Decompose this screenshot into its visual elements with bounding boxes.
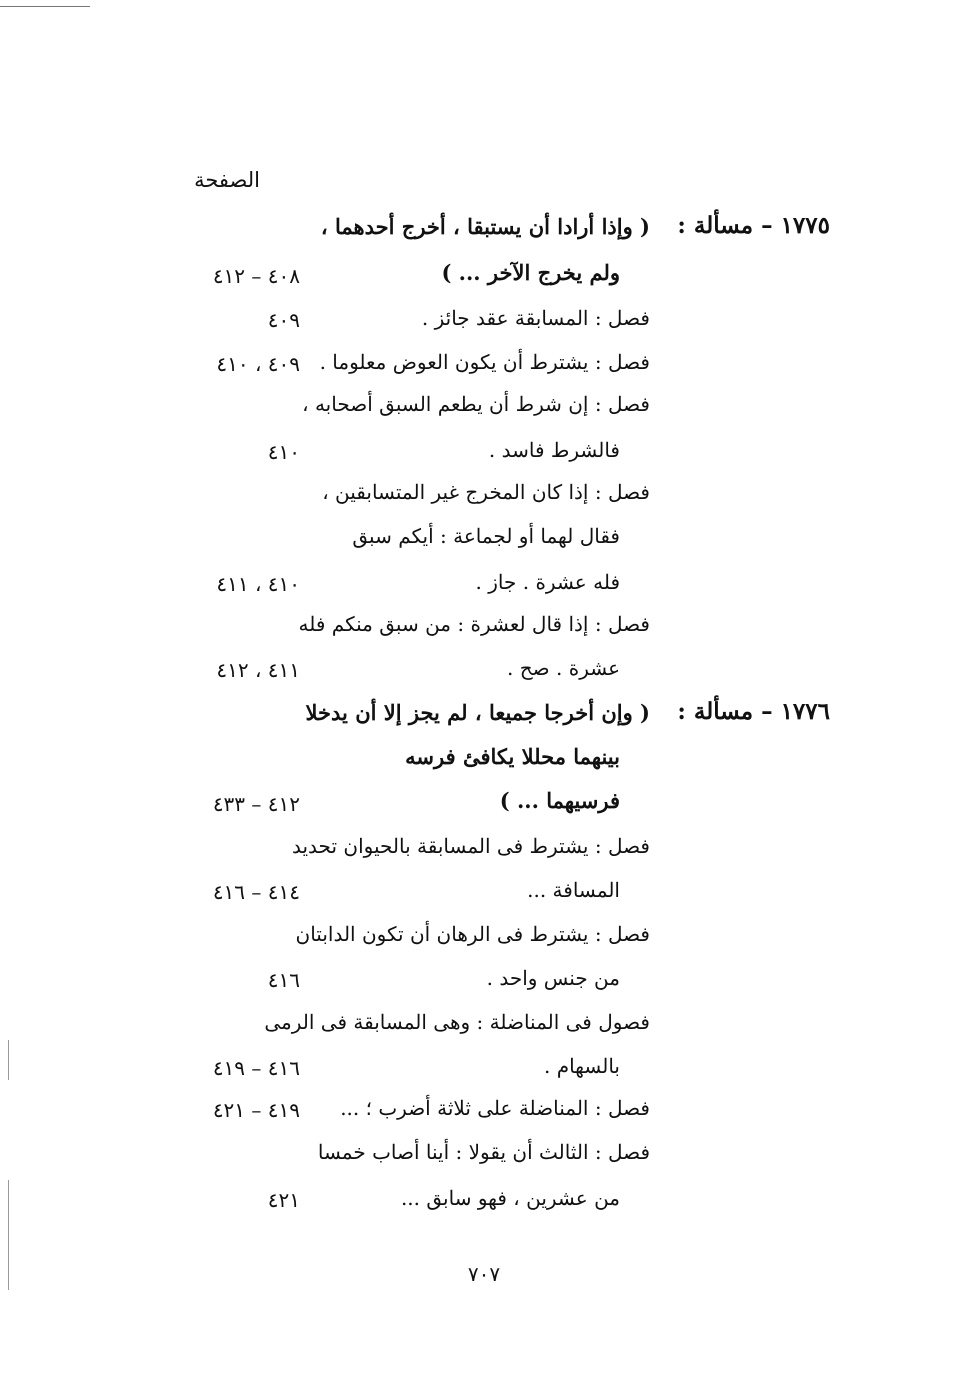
page-reference: ٤١٠	[267, 440, 300, 464]
section-text: فصل : يشترط فى الرهان أن تكون الدابتان	[295, 922, 650, 946]
section-text: فصل : إن شرط أن يطعم السبق أصحابه ،	[302, 392, 650, 416]
page-reference: ٤١٩ – ٤٢١	[212, 1098, 300, 1122]
page-reference: ٤٠٩	[267, 308, 300, 332]
section-text: فله عشرة . جاز .	[475, 570, 620, 594]
section-text: فالشرط فاسد .	[488, 438, 620, 462]
margin-mark	[8, 1180, 9, 1290]
section-text: فصل : يشترط فى المسابقة بالحيوان تحديد	[291, 834, 650, 858]
section-text: بالسهام .	[543, 1054, 620, 1078]
issue-text: بينهما محللا يكافئ فرسه	[405, 744, 620, 769]
section-text: فصول فى المناضلة : وهى المسابقة فى الرمى	[264, 1010, 650, 1034]
section-text: فقال لهما أو لجماعة : أيكم سبق	[352, 524, 620, 548]
issue-text: ولم يخرج الآخر ... )	[441, 260, 620, 285]
section-text: عشرة . صح .	[507, 656, 620, 680]
issue-heading: ١٧٧٦ – مسألة :	[677, 698, 830, 725]
page-reference: ٤٠٩ ، ٤١٠	[216, 352, 300, 376]
section-text: من جنس واحد .	[486, 966, 620, 990]
section-text: فصل : إذا كان المخرج غير المتسابقين ،	[322, 480, 650, 504]
page-reference: ٤١١ ، ٤١٢	[216, 658, 300, 682]
page-column-label: الصفحة	[194, 168, 260, 192]
issue-text: ( وإذا أرادا أن يستبقا ، أخرج أحدهما ،	[320, 214, 650, 239]
page-number: ٧٠٧	[467, 1262, 501, 1286]
page-reference: ٤١٦ – ٤١٩	[212, 1056, 300, 1080]
page-reference: ٤١٦	[267, 968, 300, 992]
issue-text: فرسيهما ... )	[499, 788, 620, 813]
page-reference: ٤١٢ – ٤٣٣	[212, 792, 300, 816]
section-text: فصل : الثالث أن يقولا : أينا أصاب خمسا	[317, 1140, 650, 1164]
section-text: فصل : إذا قال لعشرة : من سبق منكم فله	[298, 612, 650, 636]
page-reference: ٤١٠ ، ٤١١	[216, 572, 300, 596]
page-reference: ٤٢١	[267, 1188, 300, 1212]
margin-mark	[8, 1040, 9, 1080]
section-text: فصل : المناضلة على ثلاثة أضرب ؛ ...	[340, 1096, 650, 1120]
section-text: فصل : المسابقة عقد جائز .	[421, 306, 650, 330]
issue-heading: ١٧٧٥ – مسألة :	[677, 212, 830, 239]
page-reference: ٤١٤ – ٤١٦	[212, 880, 300, 904]
page-reference: ٤٠٨ – ٤١٢	[212, 264, 300, 288]
section-text: المسافة ...	[527, 878, 620, 902]
scan-edge-line	[0, 6, 90, 7]
section-text: من عشرين ، فهو سابق ...	[400, 1186, 620, 1210]
issue-text: ( وإن أخرجا جميعا ، لم يجز إلا أن يدخلا	[305, 700, 650, 725]
section-text: فصل : يشترط أن يكون العوض معلوما .	[319, 350, 650, 374]
